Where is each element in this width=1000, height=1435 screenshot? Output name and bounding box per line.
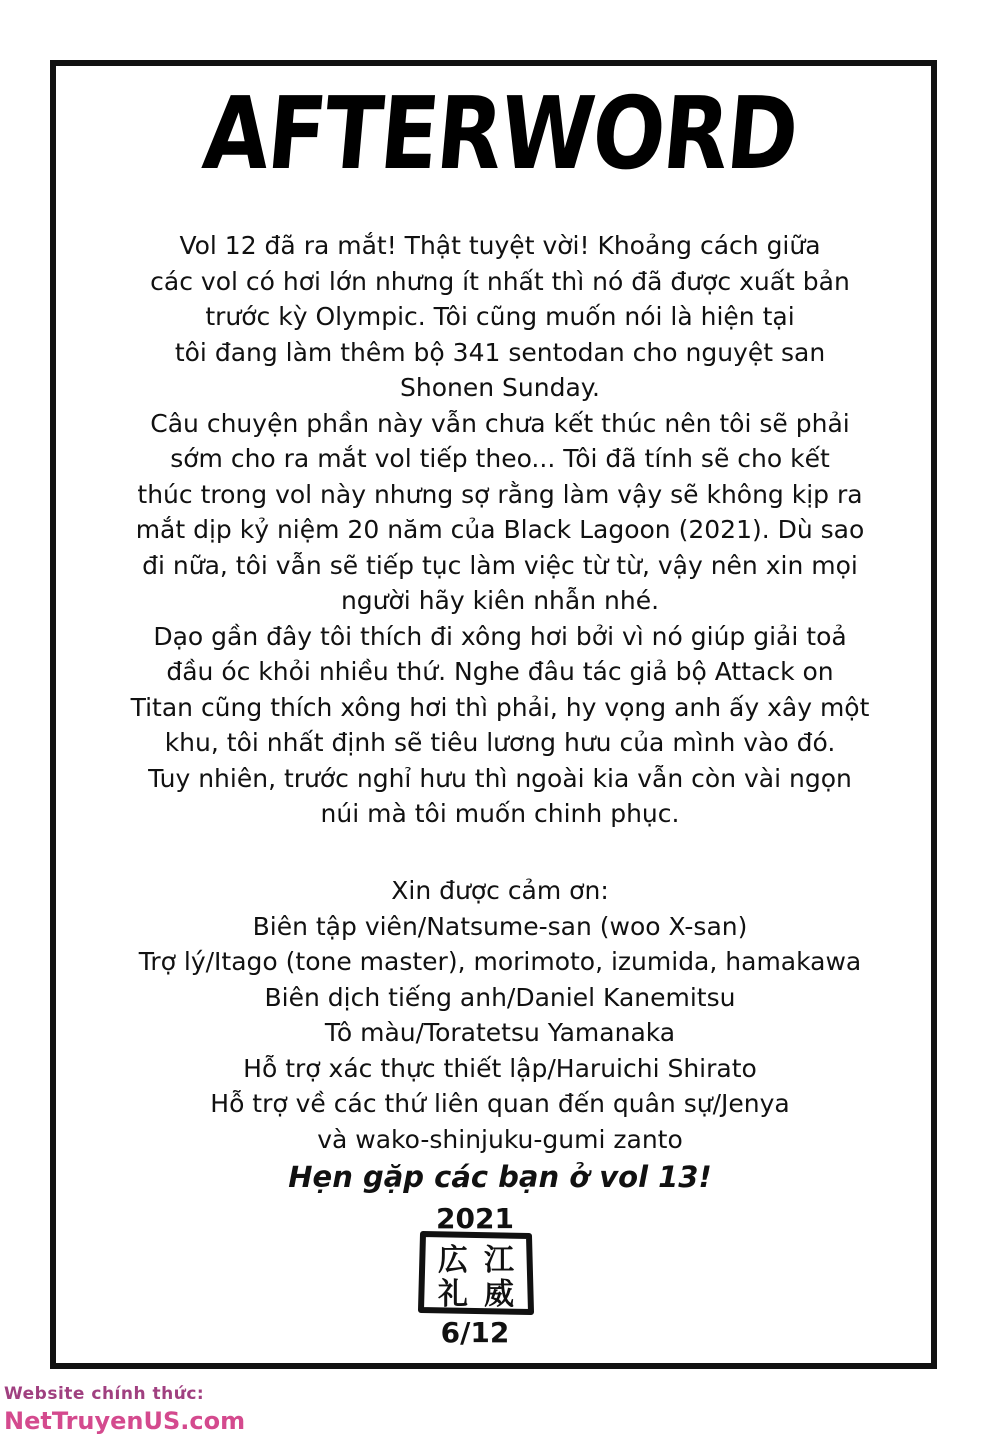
signature-char: 威 [484,1277,514,1312]
author-signature [405,1200,545,1350]
footer-label: Website chính thức: [4,1384,205,1404]
page-title: AFTERWORD [198,75,802,192]
credit-line: Hỗ trợ về các thứ liên quan đến quân sự/Jenya [210,1089,790,1118]
body-line: Vol 12 đã ra mắt! Thật tuyệt vời! Khoảng cách giữa [179,231,821,260]
body-line: người hãy kiên nhẫn nhé. [340,586,660,615]
body-line: mắt dịp kỷ niệm 20 năm của Black Lagoon (2021). Dù sao [135,515,865,544]
body-line: khu, tôi nhất định sẽ tiêu lương hưu của mình vào đó. [164,728,836,757]
credit-line: Trợ lý/Itago (tone master), morimoto, izumida, hamakawa [138,947,862,976]
afterword-body [60,228,940,832]
body-line: các vol có hơi lớn nhưng ít nhất thì nó đã được xuất bản [150,266,850,296]
footer-site-link[interactable]: NetTruyenUS.com [4,1407,246,1435]
body-line: Titan cũng thích xông hơi thì phải, hy vọng anh ấy xây một [130,692,870,722]
signature-char: 広 [438,1243,468,1278]
body-line: Câu chuyện phần này vẫn chưa kết thúc nên tôi sẽ phải [150,408,850,438]
site-footer [4,1386,245,1433]
credits-heading: Xin được cảm ơn: [391,876,609,905]
signature-char: 江 [484,1243,514,1278]
credit-line: Biên dịch tiếng anh/Daniel Kanemitsu [264,982,736,1012]
signature-char: 礼 [438,1277,468,1312]
body-line: trước kỳ Olympic. Tôi cũng muốn nói là hiện tại [205,302,795,331]
body-line: đi nữa, tôi vẫn sẽ tiếp tục làm việc từ từ, vậy nên xin mọi [142,550,858,580]
closing-message: Hẹn gặp các bạn ở vol 13! [288,1160,712,1194]
body-line: thúc trong vol này nhưng sợ rằng làm vậy sẽ không kịp ra [137,479,863,509]
body-line: Dạo gần đây tôi thích đi xông hơi bởi vì nó giúp giải toả [153,621,847,651]
signature-date: 6/12 [440,1316,510,1349]
body-line: núi mà tôi muốn chinh phục. [320,799,680,828]
body-line: Tuy nhiên, trước nghỉ hưu thì ngoài kia vẫn còn vài ngọn [148,763,852,793]
body-line: Shonen Sunday. [400,373,600,402]
body-line: đầu óc khỏi nhiều thứ. Nghe đâu tác giả bộ Attack on [166,657,834,686]
body-line: tôi đang làm thêm bộ 341 sentodan cho nguyệt san [174,337,826,367]
credits [60,873,940,1157]
credit-line: Tô màu/Toratetsu Yamanaka [324,1018,676,1047]
body-line: sớm cho ra mắt vol tiếp theo... Tôi đã tính sẽ cho kết [170,444,830,473]
signature-year: 2021 [436,1202,514,1235]
credit-line: và wako-shinjuku-gumi zanto [317,1124,683,1154]
credit-line: Biên tập viên/Natsume-san (woo X-san) [252,911,748,941]
credit-line: Hỗ trợ xác thực thiết lập/Haruichi Shirato [243,1053,757,1083]
